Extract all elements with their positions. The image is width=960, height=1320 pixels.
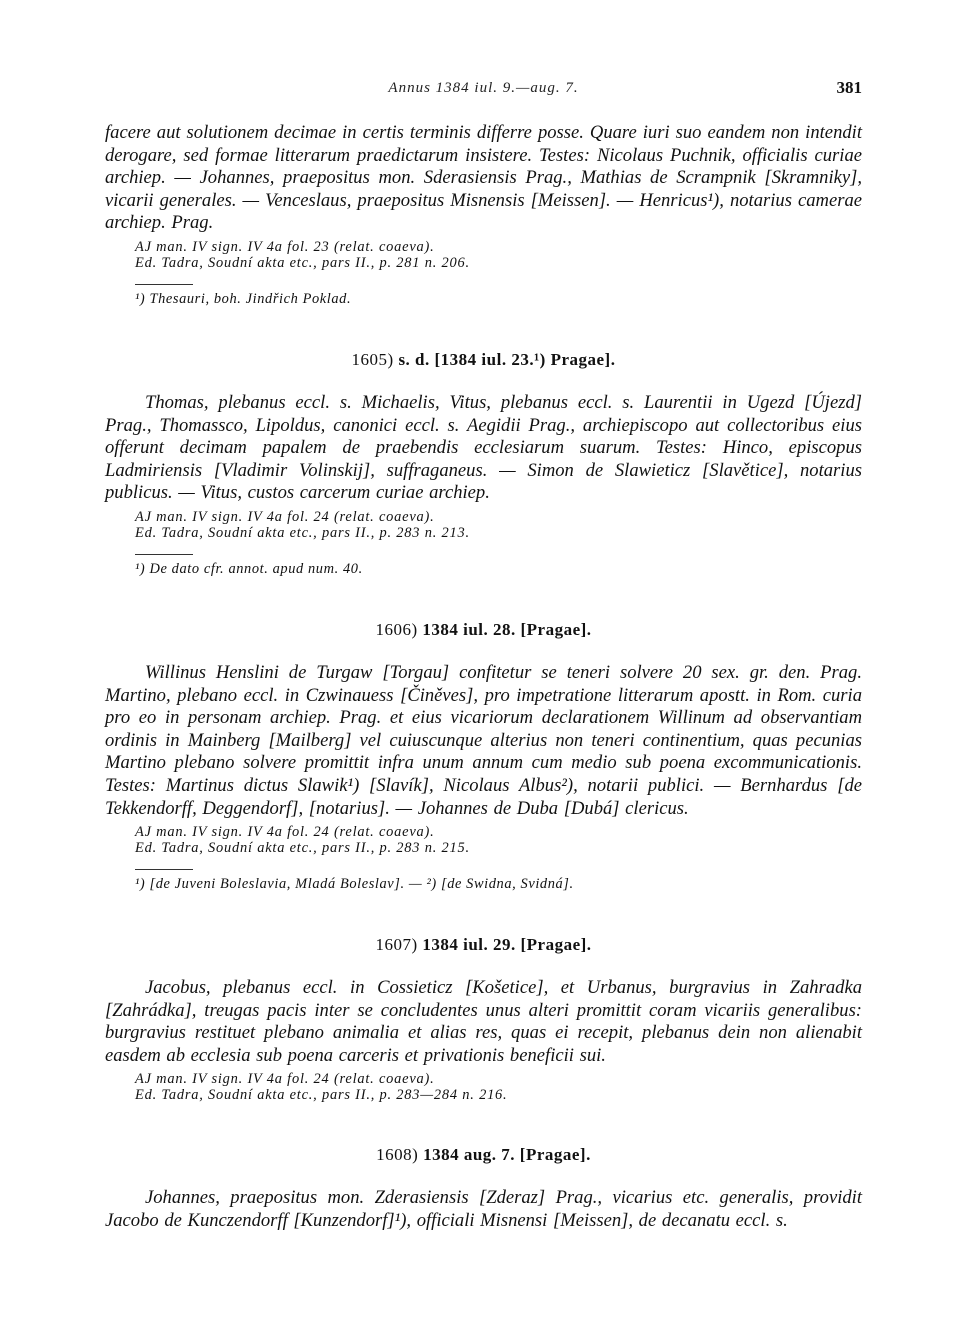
entry-number: 1605): [351, 349, 394, 369]
entry-text: Johannes, praepositus mon. Zderasiensis [Zderaz] Prag., vicarius etc. generalis, providit Jacobo de Kunczendorff [Kunzendorf]¹), officiali Misnensi [Meissen], de decanatu eccl. s.: [105, 1187, 862, 1232]
archive-source: AJ man. IV sign. IV 4a fol. 24 (relat. coaeva).: [135, 1071, 435, 1088]
edition-reference: Ed. Tadra, Soudní akta etc., pars II., p. 281 n. 206.: [135, 254, 470, 271]
entry-1608: [105, 1145, 862, 1232]
edition-reference: Ed. Tadra, Soudní akta etc., pars II., p. 283 n. 215.: [135, 840, 470, 857]
entry-1605: [105, 350, 862, 578]
source-block: [135, 824, 862, 856]
entry-heading: [105, 1145, 862, 1165]
page-header: [105, 80, 862, 104]
source-block: [135, 509, 862, 541]
footnote-rule: [135, 869, 193, 870]
continuation-entry: [105, 122, 862, 308]
entry-text: Thomas, plebanus eccl. s. Michaelis, Vitus, plebanus eccl. s. Laurentii in Ugezd [Újezd] Prag., Thomassco, Lipoldus, canonici eccl. s. Aegidii Prag., archiepiscopo aut collectoribus eius offerunt decimam papalem de praebendis ecclesiarum suarum. Testes: Hinco, episcopus Ladmiriensis [Vladimir Volinskij], suffraganeus. — Simon de Slawieticz [Slavětice], notarius publicus. — Vitus, custos carcerum curiae archiep.: [105, 391, 862, 504]
entry-number: 1607): [375, 935, 418, 955]
entry-text: Jacobus, plebanus eccl. in Cossieticz [Košetice], et Urbanus, burgravius in Zahradka [Zahrádka], treugas pacis inter se concludentes unus alteri promittit coram vicariis generalibus: burgravius restituet plebano animalia et alias res, quas ei recepit, plebanus dein non alienabit easdem ab ecclesia sub poena carceris et privationis beneficii sui.: [105, 977, 862, 1066]
source-block: [135, 239, 862, 271]
entry-text: facere aut solutionem decimae in certis terminis differre posse. Quare iuri suo eandem non intendit derogare, sed formae litterarum praedictarum insistere. Testes: Nicolaus Puchnik, officialis curiae archiep. — Johannes, praepositus mon. Sderasiensis Prag., Mathias de Scrampnik [Skramniky], vicarii generales. — Venceslaus, praepositus Misnensis [Meissen]. — Henricus¹), notarius camerae archiep. Prag.: [105, 122, 862, 234]
footnote-rule: [135, 284, 193, 285]
source-block: [135, 1071, 862, 1103]
entry-1607: [105, 935, 862, 1103]
entry-date: 1384 iul. 29. [Pragae].: [422, 935, 592, 955]
running-title: Annus 1384 iul. 9.—aug. 7.: [388, 80, 579, 96]
edition-reference: Ed. Tadra, Soudní akta etc., pars II., p. 283—284 n. 216.: [135, 1087, 508, 1104]
entry-number: 1608): [376, 1145, 419, 1165]
edition-reference: Ed. Tadra, Soudní akta etc., pars II., p. 283 n. 213.: [135, 524, 470, 541]
footnote-rule: [135, 554, 193, 555]
entry-heading: [105, 620, 862, 640]
entry-text: Willinus Henslini de Turgaw [Torgau] confitetur se teneri solvere 20 sex. gr. den. Prag. Martino, plebano eccl. in Czwinauess [Činěves], pro impetratione litterarum apostt. in Rom. curia pro eo in personam archiep. Prag. et eius vicariorum declarationem Willinum ad observantiam ordinis in Mainberg [Mailberg] vel cuiuscunque alterius non teneri continentium, quas pecunias Martino plebano solvere promittit infra unum annum cum medio sub poena excommunicationis. Testes: Martinus dictus Slawik¹) [Slavík], Nicolaus Albus²), notarii publici. — Bernhardus [de Tekkendorff, Deggendorf], [notarius]. — Johannes de Duba [Dubá] clericus.: [105, 661, 862, 819]
entry-1606: [105, 620, 862, 893]
entry-date: 1384 aug. 7. [Pragae].: [423, 1145, 591, 1165]
footnote: ¹) [de Juveni Boleslavia, Mladá Boleslav]. — ²) [de Swidna, Svidná].: [135, 876, 574, 893]
entry-heading: [105, 350, 862, 370]
archive-source: AJ man. IV sign. IV 4a fol. 23 (relat. coaeva).: [135, 238, 435, 255]
entry-heading: [105, 935, 862, 955]
page-body: [105, 122, 862, 1233]
archive-source: AJ man. IV sign. IV 4a fol. 24 (relat. coaeva).: [135, 508, 435, 525]
entry-date: s. d. [1384 iul. 23.¹) Pragae].: [398, 349, 616, 369]
entry-date: 1384 iul. 28. [Pragae].: [422, 619, 592, 639]
footnote: ¹) De dato cfr. annot. apud num. 40.: [135, 560, 363, 577]
footnote: ¹) Thesauri, boh. Jindřich Poklad.: [135, 290, 352, 307]
entry-number: 1606): [375, 619, 418, 639]
archive-source: AJ man. IV sign. IV 4a fol. 24 (relat. coaeva).: [135, 824, 435, 841]
page-number: 381: [836, 78, 862, 97]
